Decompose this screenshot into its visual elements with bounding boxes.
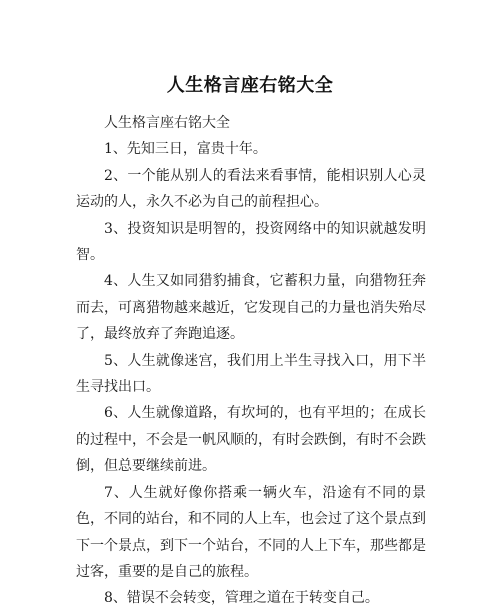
paragraph-3: 3、投资知识是明智的，投资网络中的知识就越发明智。 bbox=[76, 220, 426, 264]
paragraph-8: 8、错误不会转变，管理之道在于转变自己。 bbox=[104, 590, 379, 607]
document-title: 人生格言座右铭大全 bbox=[166, 75, 334, 96]
paragraph-4: 4、人生又如同猎豹捕食，它蓄积力量，向猎物狂奔而去，可离猎物越来越近，它发现自己的力量也消失殆尽了，最终放弃了奔跑追逐。 bbox=[76, 273, 426, 343]
paragraph-2: 2、一个能从别人的看法来看事情，能相识别人心灵运动的人，永久不必为自己的前程担心。 bbox=[76, 167, 426, 211]
paragraph-7: 7、人生就好像你搭乘一辆火车，沿途有不同的景色，不同的站台，和不同的人上车，也会过了这个景点到下一个景点，到下一个站台，不同的人上下车，那些都是过客，重要的是自己的旅程。 bbox=[76, 484, 426, 580]
paragraph-heading: 人生格言座右铭大全 bbox=[104, 115, 230, 131]
paragraph-5: 5、人生就像迷宫，我们用上半生寻找入口，用下半生寻找出口。 bbox=[76, 352, 426, 396]
document-body bbox=[76, 110, 426, 612]
paragraph-6: 6、人生就像道路，有坎坷的，也有平坦的；在成长的过程中，不会是一帆风顺的，有时会跌倒，有时不会跌倒，但总要继续前进。 bbox=[76, 405, 426, 475]
paragraph-1: 1、先知三日，富贵十年。 bbox=[104, 141, 267, 158]
